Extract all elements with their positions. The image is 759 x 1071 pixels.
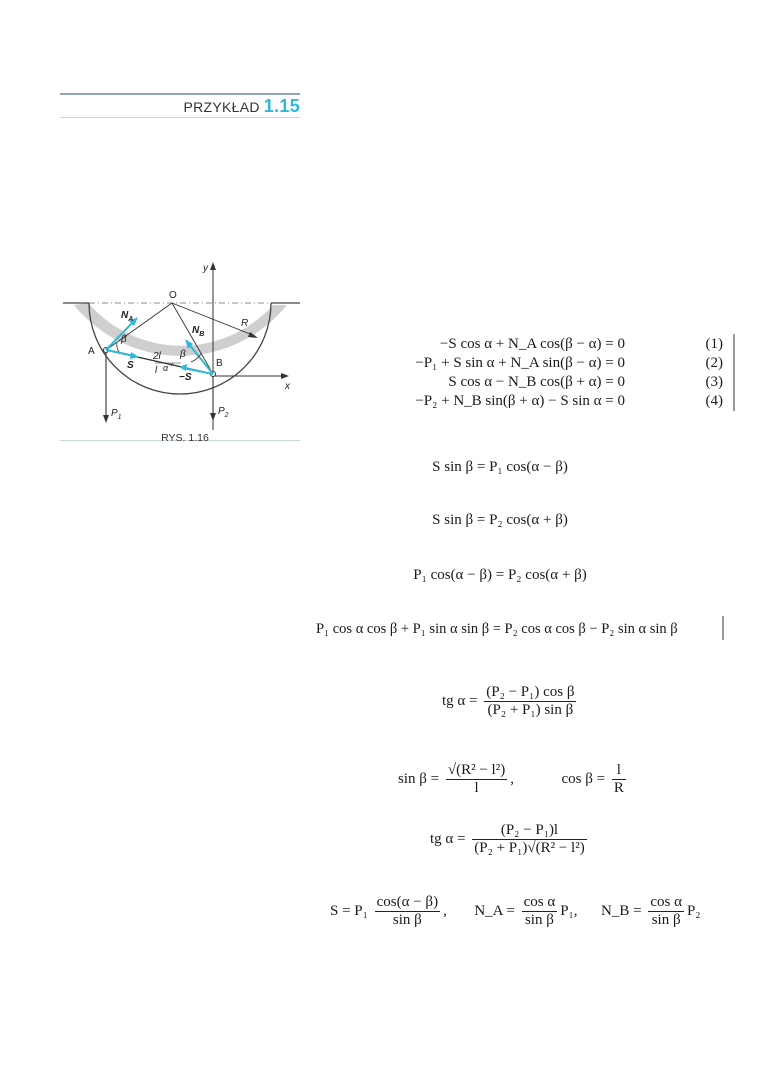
cos-beta-lhs: cos β = (561, 770, 606, 787)
numerator: cos α (650, 894, 682, 910)
figure-bowl-diagram (55, 258, 305, 433)
margin-bar (733, 353, 735, 373)
margin-bar (722, 616, 724, 640)
equation-1 (395, 336, 735, 355)
equation-6: S sin β = P₂ cos(α + β) (432, 512, 568, 528)
label-p1: $P_1$ (111, 408, 122, 421)
vector-s-arrow-icon (130, 352, 139, 359)
equilibrium-equations (395, 336, 735, 412)
denominator: (P₂ + P₁)√(R² − l²) (474, 840, 585, 856)
numerator: l (612, 762, 626, 780)
nb-result-lhs: N_B = (601, 902, 642, 919)
y-axis-arrow-icon (210, 262, 216, 270)
label-p2: $P_2$ (218, 406, 229, 419)
label-o: O (169, 290, 177, 301)
denominator: R (613, 780, 624, 796)
x-axis-arrow-icon (281, 373, 289, 379)
equation-11 (430, 822, 590, 857)
equation-10: sin β = $\frac{\text{√(R² − l²)}}{l}$ , cos β = $\frac{l}{R}$ (398, 762, 624, 796)
figure-caption: RYS. 1.16 (161, 432, 209, 444)
fraction (472, 822, 586, 857)
label-s: S (127, 360, 134, 371)
numerator: (P₂ − P₁) cos β (486, 684, 575, 700)
equation-5: S sin β = P₁ cos(α − β) (432, 459, 568, 475)
label-2l: 2l (153, 351, 161, 362)
equation-8: P₁ cos α cos β + P₁ sin α sin β = P₂ cos α cos β − P₂ sin α sin β (316, 621, 678, 637)
margin-bar (733, 391, 735, 411)
nb-result-tail: P₂ (686, 902, 701, 919)
equation-text: −P₂ + N_B sin(β + α) − S sin α = 0 (415, 393, 625, 409)
header-rule-bottom (60, 117, 300, 118)
equation-text: −P₁ + S sin α + N_A sin(β − α) = 0 (415, 355, 625, 371)
force-p2-arrow-icon (210, 413, 216, 421)
fraction (446, 762, 507, 797)
force-p1-arrow-icon (103, 415, 109, 423)
equation-2 (395, 355, 735, 374)
label-na: $N_A$ (121, 310, 134, 323)
equation-number: (2) (705, 355, 723, 371)
label-r: R (241, 318, 249, 329)
label-minus-s: −S (179, 372, 192, 383)
example-label: PRZYKŁAD (183, 99, 260, 115)
s-result-lhs: S = P₁ (330, 902, 368, 919)
denominator: l (474, 780, 479, 796)
equation-3 (395, 374, 735, 393)
label-l: l (155, 365, 158, 376)
numerator: (P₂ − P₁)l (472, 822, 586, 840)
equation-text: −S cos α + N_A cos(β − α) = 0 (439, 336, 625, 352)
denominator: sin β (651, 912, 681, 928)
equation-text: S cos α − N_B cos(β + α) = 0 (448, 374, 625, 390)
example-header (60, 96, 300, 117)
equation-number: (1) (705, 336, 723, 352)
na-result-lhs: N_A = (474, 902, 515, 919)
fraction (612, 762, 626, 797)
label-a: A (88, 346, 95, 357)
numerator: cos(α − β) (376, 894, 439, 910)
radius-ob (172, 303, 213, 374)
label-y: y (203, 263, 208, 274)
margin-bar (733, 372, 735, 392)
example-number: 1.15 (263, 96, 300, 116)
fraction (484, 684, 576, 719)
equation-9 (442, 684, 579, 719)
label-x: x (285, 381, 290, 392)
equation-number: (3) (705, 374, 723, 390)
equation-4 (395, 393, 735, 412)
numerator: cos α (523, 894, 556, 910)
header-rule-top (60, 93, 300, 95)
equation-11-lhs: tg α = (430, 830, 466, 847)
sin-beta-lhs: sin β = (398, 770, 440, 787)
equation-7: P₁ cos(α − β) = P₂ cos(α + β) (413, 567, 587, 583)
label-beta-a: β (121, 334, 127, 345)
label-nb: $N_B$ (192, 325, 205, 338)
label-beta-b: β (180, 349, 186, 360)
vector-minus-s-arrow-icon (179, 364, 187, 371)
denominator: sin β (524, 912, 554, 928)
label-b: B (216, 358, 223, 369)
numerator: √(R² − l²) (447, 762, 506, 778)
fraction (522, 894, 558, 929)
equation-number: (4) (705, 393, 723, 409)
fraction (375, 894, 440, 929)
denominator: (P₂ + P₁) sin β (487, 702, 574, 718)
denominator: sin β (392, 912, 422, 928)
na-result-tail: P₁, (560, 902, 578, 919)
arc-beta-a (117, 342, 119, 352)
label-alpha: α (163, 363, 169, 373)
equation-9-lhs: tg α = (442, 692, 478, 709)
equation-12: S = P₁ $\frac{\cos(\alpha - \beta)}{\text{sin β}}$ , N_A = $\frac{\text{cos α}}{\text{sin β}}$ P₁, N_B = $\frac{\text{cos α}}{\text{sin β}}$ P₂ (330, 894, 701, 928)
fraction (648, 894, 684, 929)
margin-bar (733, 334, 735, 354)
